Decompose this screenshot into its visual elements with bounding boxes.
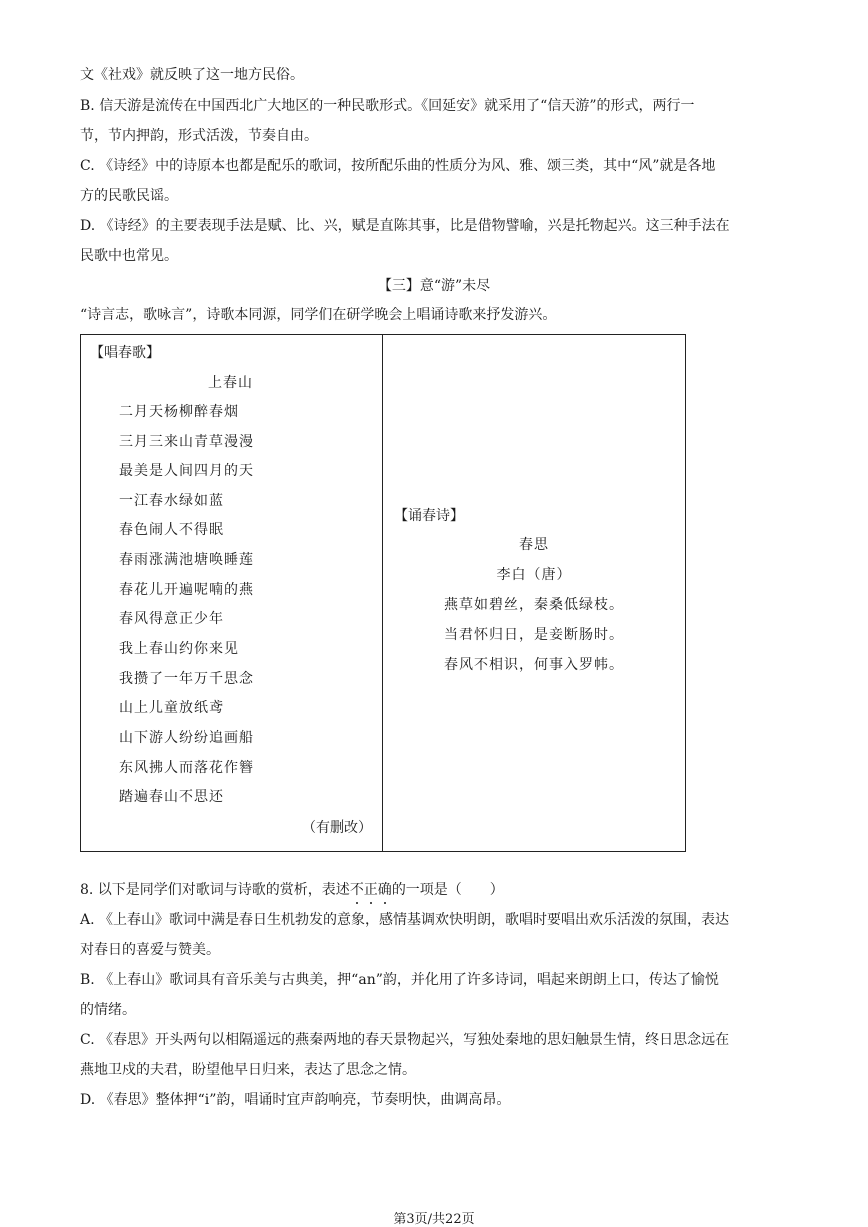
prev-option-line: 文《社戏》就反映了这一地方民俗。 xyxy=(80,67,304,83)
poem-label: 【诵春诗】 xyxy=(394,508,464,524)
poem-title: 春思 xyxy=(519,537,549,553)
song-line: 二月天杨柳醉春烟 xyxy=(119,404,239,420)
option-c-cont: 燕地卫戍的夫君，盼望他早日归来，表达了思念之情。 xyxy=(80,1062,416,1078)
option-b-cont: 的情绪。 xyxy=(80,1002,136,1018)
question-stem-after: 的一项是（ ） xyxy=(391,882,504,898)
prev-option-c-line: C. 《诗经》中的诗原本也都是配乐的歌词，按所配乐曲的性质分为风、雅、颂三类，其中“风”就是各地 xyxy=(80,158,716,174)
song-line: 三月三来山青草漫漫 xyxy=(119,434,254,450)
option-d[interactable]: D. 《春思》整体押“i”韵，唱诵时宜声韵响亮，节奏明快，曲调高昂。 xyxy=(80,1092,511,1108)
option-a[interactable]: A. 《上春山》歌词中满是春日生机勃发的意象，感情基调欢快明朗，歌唱时要唱出欢乐活泼的氛围，表达 xyxy=(80,912,730,928)
prev-option-b-line: B. 信天游是流传在中国西北广大地区的一种民歌形式。《回延安》就采用了“信天游”的形式，两行一 xyxy=(80,98,695,114)
option-b[interactable]: B. 《上春山》歌词具有音乐美与古典美，押“an”韵，并化用了许多诗词，唱起来朗朗上口，传达了愉悦 xyxy=(80,972,719,988)
table-divider xyxy=(382,334,383,852)
poem-line: 当君怀归日，是妾断肠时。 xyxy=(444,627,624,643)
song-line: 山上儿童放纸鸢 xyxy=(119,700,224,716)
song-line: 春色闹人不得眠 xyxy=(119,522,224,538)
section-intro: “诗言志，歌咏言”，诗歌本同源，同学们在研学晚会上唱诵诗歌来抒发游兴。 xyxy=(80,307,557,323)
song-line: 春风得意正少年 xyxy=(119,611,224,627)
song-line: 我上春山约你来见 xyxy=(119,641,239,657)
option-a-cont: 对春日的喜爱与赞美。 xyxy=(80,942,220,958)
song-line: 山下游人纷纷追画船 xyxy=(119,730,254,746)
song-line: 春雨涨满池塘唤睡莲 xyxy=(119,552,254,568)
song-line: 东风拂人而落花作簪 xyxy=(119,760,254,776)
emphasis-dots xyxy=(350,902,392,906)
question-stem xyxy=(80,880,504,900)
option-c[interactable]: C. 《春思》开头两句以相隔遥远的燕秦两地的春天景物起兴，写独处秦地的思妇触景生情，终日思念远在 xyxy=(80,1032,730,1048)
song-line: 春花儿开遍呢喃的燕 xyxy=(119,582,254,598)
prev-option-d-line: D. 《诗经》的主要表现手法是赋、比、兴，赋是直陈其事，比是借物譬喻，兴是托物起兴。这三种手法在 xyxy=(80,218,730,234)
prev-option-line: 节，节内押韵，形式活泼，节奏自由。 xyxy=(80,128,318,144)
section-title: 【三】意“游”未尽 xyxy=(377,278,491,294)
question-emphasis xyxy=(350,880,392,900)
song-note: （有删改） xyxy=(302,820,372,836)
poem-line: 燕草如碧丝，秦桑低绿枝。 xyxy=(444,597,624,613)
song-line: 踏遍春山不思还 xyxy=(119,789,224,805)
song-title: 上春山 xyxy=(208,375,253,391)
question-emphasis-text: 不正确 xyxy=(349,882,392,898)
poem-author: 李白（唐） xyxy=(496,567,572,583)
question-stem-before: 8. 以下是同学们对歌词与诗歌的赏析，表述 xyxy=(80,882,350,898)
page-footer: 第3页/共22页 xyxy=(393,1212,475,1227)
song-label: 【唱春歌】 xyxy=(90,345,160,361)
song-line: 一江春水绿如蓝 xyxy=(119,493,224,509)
prev-option-line: 方的民歌民谣。 xyxy=(80,188,178,204)
poem-line: 春风不相识，何事入罗帏。 xyxy=(444,657,624,673)
prev-option-line: 民歌中也常见。 xyxy=(80,248,178,264)
song-line: 我攒了一年万千思念 xyxy=(119,671,254,687)
song-line: 最美是人间四月的天 xyxy=(119,463,254,479)
